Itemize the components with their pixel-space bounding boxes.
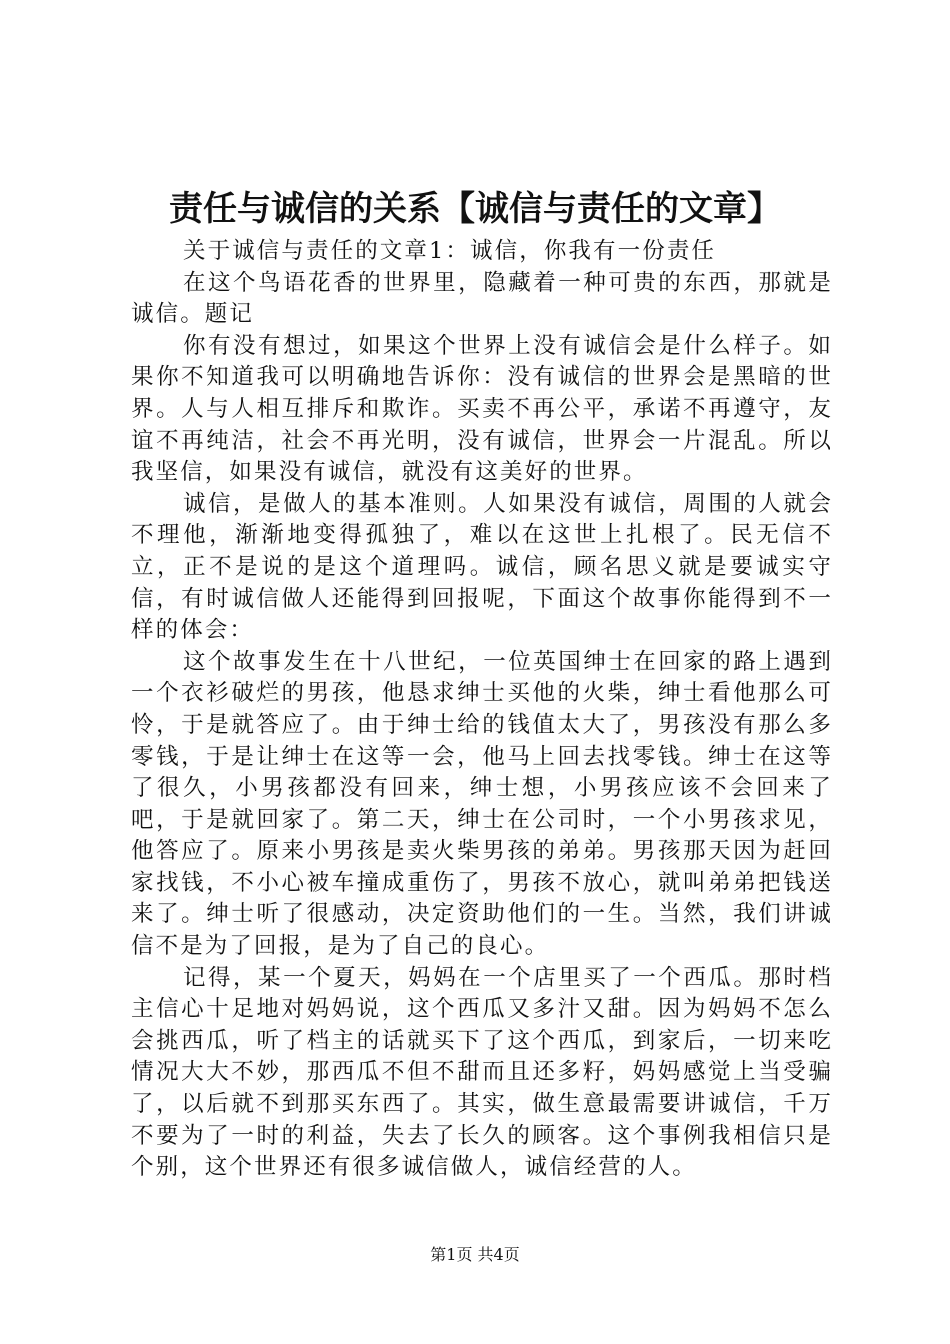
document-body	[131, 236, 833, 1184]
document-title: 责任与诚信的关系【诚信与责任的文章】	[169, 189, 781, 229]
paragraph-epigraph: 在这个鸟语花香的世界里，隐藏着一种可贵的东西，那就是诚信。题记	[131, 269, 833, 328]
paragraph-subtitle: 关于诚信与责任的文章1：诚信，你我有一份责任	[183, 238, 717, 264]
paragraph-basic-principle: 诚信，是做人的基本准则。人如果没有诚信，周围的人就会不理他，渐渐地变得孤独了，难以在这世上扎根了。民无信不立，正不是说的是这个道理吗。诚信，顾名思义就是要诚实守信，有时诚信做人还能得到回报呢，下面这个故事你能得到不一样的体会：	[131, 490, 833, 644]
paragraph-watermelon-story: 记得，某一个夏天，妈妈在一个店里买了一个西瓜。那时档主信心十足地对妈妈说，这个西瓜又多汁又甜。因为妈妈不怎么会挑西瓜，听了档主的话就买下了这个西瓜，到家后，一切来吃情况大大不妙，那西瓜不但不甜而且还多籽，妈妈感觉上当受骗了，以后就不到那买东西了。其实，做生意最需要讲诚信，千万不要为了一时的利益，失去了长久的顾客。这个事例我相信只是个别，这个世界还有很多诚信做人，诚信经营的人。	[131, 964, 833, 1181]
paragraph-world-without-integrity: 你有没有想过，如果这个世界上没有诚信会是什么样子。如果你不知道我可以明确地告诉你：没有诚信的世界会是黑暗的世界。人与人相互排斥和欺诈。买卖不再公平，承诺不再遵守，友谊不再纯洁，社会不再光明，没有诚信，世界会一片混乱。所以我坚信，如果没有诚信，就没有这美好的世界。	[131, 332, 833, 486]
page-number-footer: 第1页 共4页	[430, 1245, 520, 1264]
paragraph-gentleman-story: 这个故事发生在十八世纪，一位英国绅士在回家的路上遇到一个衣衫破烂的男孩，他恳求绅士买他的火柴，绅士看他那么可怜，于是就答应了。由于绅士给的钱值太大了，男孩没有那么多零钱，于是让绅士在这等一会，他马上回去找零钱。绅士在这等了很久，小男孩都没有回来，绅士想，小男孩应该不会回来了吧，于是就回家了。第二天，绅士在公司时，一个小男孩求见，他答应了。原来小男孩是卖火柴男孩的弟弟。男孩那天因为赶回家找钱，不小心被车撞成重伤了，男孩不放心，就叫弟弟把钱送来了。绅士听了很感动，决定资助他们的一生。当然，我们讲诚信不是为了回报，是为了自己的良心。	[131, 648, 833, 960]
